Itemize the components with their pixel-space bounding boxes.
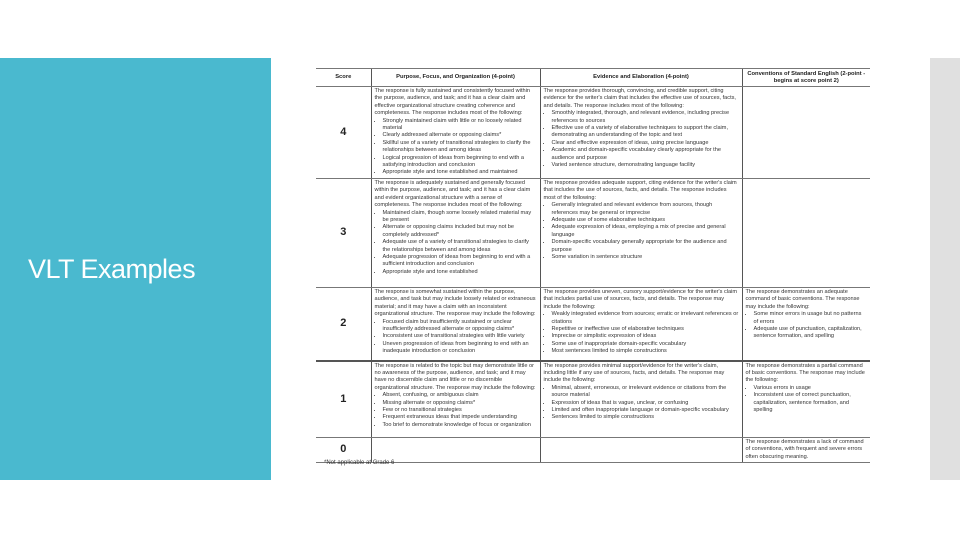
bullet-item: • Imprecise or simplistic expression of ideas (552, 333, 739, 340)
conventions-cell (742, 361, 870, 438)
bullet-item: • Maintained claim, though some loosely related material may be present (383, 210, 537, 225)
evidence-cell (540, 361, 742, 438)
bullet-list (375, 118, 537, 177)
header-evidence: Evidence and Elaboration (4-point) (540, 69, 742, 87)
cell-intro: The response provides adequate support, citing evidence for the writer's claim that includes the use of sources, facts, and details. The response includes most of the following: (543, 180, 737, 201)
conventions-cell (742, 288, 870, 361)
bullet-item: • Some use of inappropriate domain-specific vocabulary (552, 341, 739, 348)
purpose-cell (371, 179, 540, 288)
header-row (316, 69, 870, 87)
bullet-item: • Inconsistent use of correct punctuation, capitalization, sentence formation, and spelling (754, 392, 868, 414)
bullet-item: • Few or no transitional strategies (383, 407, 537, 414)
bullet-item: • Skillful use of a variety of transitional strategies to clarify the relationships between and among ideas (383, 140, 537, 155)
bullet-item: • Minimal, absent, erroneous, or irrelevant evidence or citations from the source material (552, 385, 739, 400)
bullet-list (544, 110, 739, 169)
table-row (316, 438, 870, 463)
header-purpose: Purpose, Focus, and Organization (4-point) (371, 69, 540, 87)
bullet-item: • Adequate expression of ideas, employing a mix of precise and general language (552, 224, 739, 239)
bullet-list (375, 392, 537, 429)
bullet-item: • Strongly maintained claim with little or no loosely related material (383, 118, 537, 133)
bullet-item: • Adequate progression of ideas from beginning to end with a sufficient introduction and conclusion (383, 254, 537, 269)
bullet-list (746, 311, 868, 341)
cell-intro: The response is related to the topic but may demonstrate little or no awareness of the purpose, audience, and task; and it may have no discernible claim and little or no discernible organizational structure. The response may include the following: (374, 362, 536, 391)
purpose-cell (371, 438, 540, 463)
score-cell: 4 (316, 87, 371, 179)
bullet-item: • Smoothly integrated, thorough, and relevant evidence, including precise references to sources (552, 110, 739, 125)
bullet-item: • Frequent extraneous ideas that impede understanding (383, 414, 537, 421)
bullet-item: • Adequate use of punctuation, capitalization, sentence formation, and spelling (754, 326, 868, 341)
cell-intro: The response provides uneven, cursory support/evidence for the writer's claim that includes partial use of sources, facts, and details. The response may include the following: (543, 289, 738, 310)
bullet-list (544, 311, 739, 355)
purpose-cell (371, 87, 540, 179)
evidence-cell (540, 438, 742, 463)
side-band (930, 58, 960, 480)
bullet-item: • Appropriate style and tone established (383, 269, 537, 276)
bullet-item: • Limited and often inappropriate language or domain-specific vocabulary (552, 407, 739, 414)
bullet-item: • Repetitive or ineffective use of elaborative techniques (552, 326, 739, 333)
bullet-item: • Inconsistent use of transitional strategies with little variety (383, 333, 537, 340)
purpose-cell (371, 288, 540, 361)
bullet-item: • Varied sentence structure, demonstrating language facility (552, 162, 739, 169)
header-score: Score (316, 69, 371, 87)
bullet-list (375, 319, 537, 356)
bullet-list (544, 385, 739, 422)
bullet-item: • Some minor errors in usage but no patterns of errors (754, 311, 868, 326)
evidence-cell (540, 288, 742, 361)
cell-intro: The response provides thorough, convincing, and credible support, citing evidence for the writer's claim that includes the effective use of sources, facts, and details. The response includes most of the following: (543, 88, 736, 109)
bullet-list (746, 385, 868, 415)
bullet-item: • Effective use of a variety of elaborative techniques to support the claim, demonstrating an understanding of the topic and text (552, 125, 739, 140)
purpose-cell (371, 361, 540, 438)
conventions-cell (742, 87, 870, 179)
bullet-item: • Adequate use of a variety of transitional strategies to clarify the relationships between and among ideas (383, 239, 537, 254)
score-cell: 3 (316, 179, 371, 288)
bullet-item: • Most sentences limited to simple constructions (552, 348, 739, 355)
cell-intro: The response demonstrates a partial command of basic conventions. The response may include the following: (745, 362, 865, 384)
cell-intro: The response is fully sustained and consistently focused within the purpose, audience, and task; and it has a clear claim and effective organizational structure creating coherence and completeness. The response includes most of the following: (374, 88, 530, 117)
bullet-item: • Weakly integrated evidence from sources; erratic or irrelevant references or citations (552, 311, 739, 326)
bullet-item: • Logical progression of ideas from beginning to end with a satisfying introduction and conclusion (383, 155, 537, 170)
bullet-item: • Alternate or opposing claims included but may not be completely addressed* (383, 224, 537, 239)
bullet-item: • Uneven progression of ideas from beginning to end with an inadequate introduction or conclusion (383, 341, 537, 356)
bullet-item: • Expression of ideas that is vague, unclear, or confusing (552, 400, 739, 407)
bullet-item: • Absent, confusing, or ambiguous claim (383, 392, 537, 399)
cell-intro: The response demonstrates an adequate command of basic conventions. The response may include the following: (745, 289, 860, 310)
bullet-list (375, 210, 537, 277)
score-cell: 1 (316, 361, 371, 438)
bullet-item: • Various errors in usage (754, 385, 868, 392)
bullet-list (544, 202, 739, 261)
bullet-item: • Too brief to demonstrate knowledge of focus or organization (383, 422, 537, 429)
slide-title: VLT Examples (28, 254, 196, 284)
bullet-item: • Adequate use of some elaborative techniques (552, 217, 739, 224)
table-row (316, 361, 870, 438)
cell-intro: The response is adequately sustained and generally focused within the purpose, audience, and task; and it has a clear claim and evident organizational structure with a sense of completeness. The response includes most of the following: (374, 180, 531, 209)
score-cell: 0 (316, 438, 371, 463)
bullet-item: • Generally integrated and relevant evidence from sources, though references may be general or imprecise (552, 202, 739, 217)
cell-intro: The response demonstrates a lack of command of conventions, with frequent and severe errors often obscuring meaning. (745, 439, 864, 460)
conventions-cell (742, 438, 870, 463)
cell-intro: The response is somewhat sustained within the purpose, audience, and task but may include loosely related or extraneous material; and it may have a claim with an inconsistent organizational structure. The response may include the following: (374, 289, 536, 318)
table-row (316, 87, 870, 179)
bullet-item: • Missing alternate or opposing claims* (383, 400, 537, 407)
bullet-item: • Clear and effective expression of ideas, using precise language (552, 140, 739, 147)
evidence-cell (540, 179, 742, 288)
evidence-cell (540, 87, 742, 179)
score-cell: 2 (316, 288, 371, 361)
bullet-item: • Domain-specific vocabulary generally appropriate for the audience and purpose (552, 239, 739, 254)
bullet-item: • Sentences limited to simple constructions (552, 414, 739, 421)
conventions-cell (742, 179, 870, 288)
cell-intro: The response provides minimal support/evidence for the writer's claim, including little if any use of sources, facts, and details. The response may include the following: (543, 362, 725, 384)
bullet-item: • Academic and domain-specific vocabulary clearly appropriate for the audience and purpose (552, 147, 739, 162)
table-row (316, 179, 870, 288)
table-row (316, 288, 870, 361)
bullet-item: • Some variation in sentence structure (552, 254, 739, 261)
header-conventions: Conventions of Standard English (2-point - begins at score point 2) (742, 69, 870, 87)
bullet-item: • Focused claim but insufficiently sustained or unclear insufficiently addressed alternate or opposing claims* (383, 319, 537, 334)
scoring-rubric-table (316, 68, 870, 463)
bullet-item: • Appropriate style and tone established and maintained (383, 169, 537, 176)
bullet-item: • Clearly addressed alternate or opposing claims* (383, 132, 537, 139)
footnote: *Not applicable at Grade 6 (324, 460, 395, 466)
